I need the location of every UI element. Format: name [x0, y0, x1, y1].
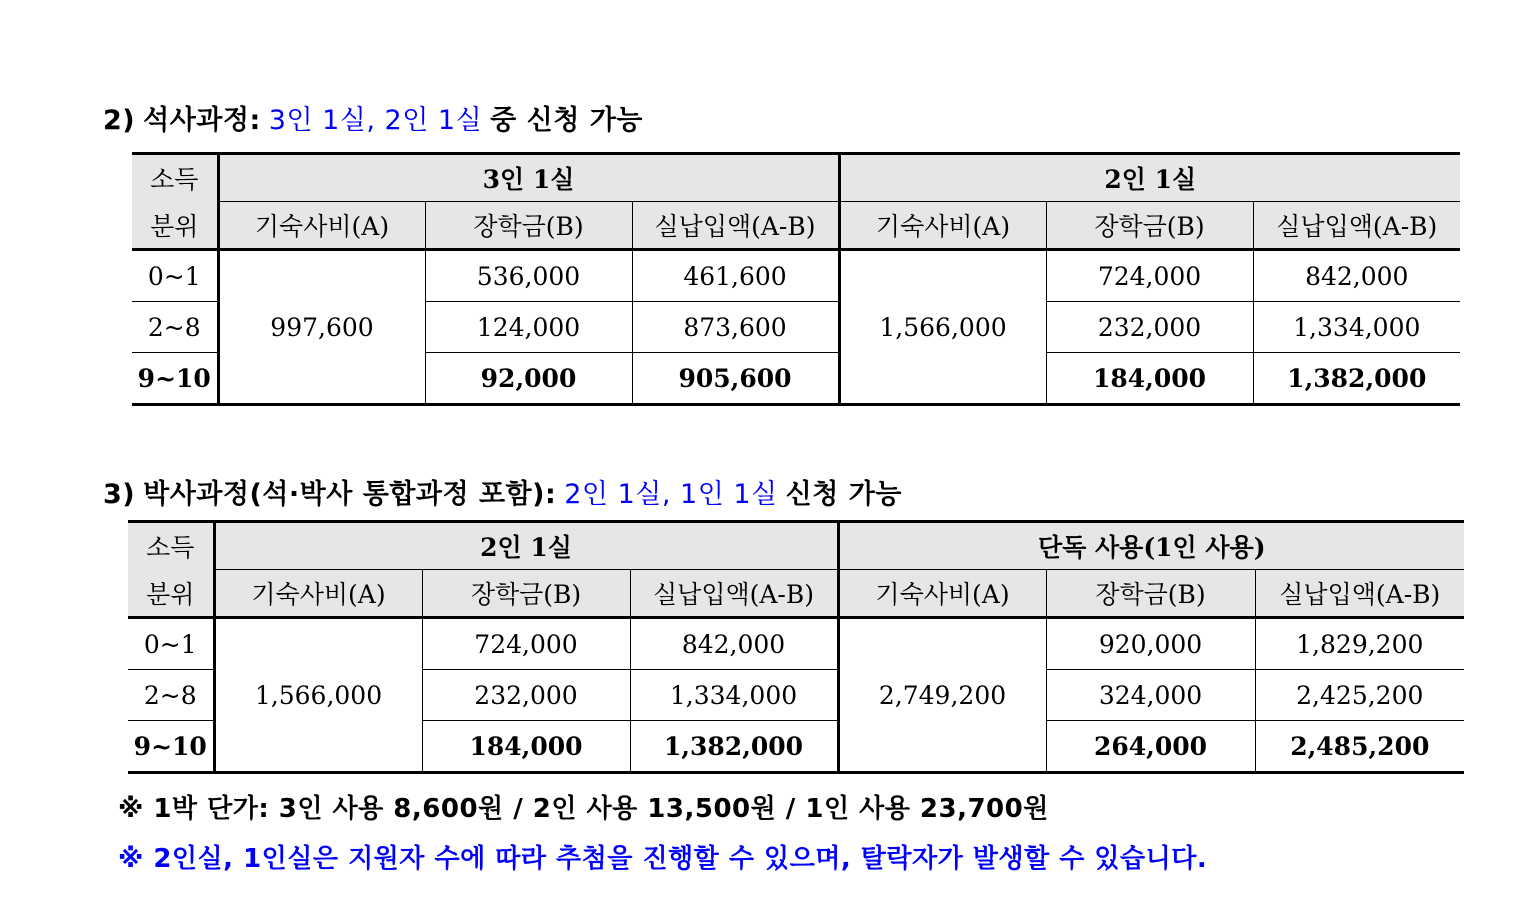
section2-title: 석사과정: — [143, 105, 261, 136]
section2-header-row-1 — [132, 154, 1460, 202]
income-label-bottom: 분위 — [132, 202, 218, 250]
scholarship-cell: 184,000 — [1046, 353, 1253, 405]
net-cell: 1,382,000 — [630, 721, 838, 773]
section3-suffix: 신청 가능 — [785, 479, 902, 510]
net-cell: 461,600 — [632, 250, 839, 302]
income-label-bottom: 분위 — [128, 570, 214, 618]
scholarship-cell: 920,000 — [1046, 618, 1255, 670]
scholarship-cell: 124,000 — [425, 302, 632, 353]
bracket-cell: 9~10 — [128, 721, 214, 773]
section3-table — [128, 520, 1464, 774]
col-fee-header: 기숙사비(A) — [214, 570, 422, 618]
col-net-header: 실납입액(A-B) — [630, 570, 838, 618]
scholarship-cell: 324,000 — [1046, 670, 1255, 721]
col-fee-header: 기숙사비(A) — [839, 202, 1046, 250]
section2-header-row-2 — [132, 202, 1460, 250]
section2-group-a-header: 3인 1실 — [218, 154, 839, 202]
income-label-top: 소득 — [132, 154, 218, 202]
price-note: ※ 1박 단가: 3인 사용 8,600원 / 2인 사용 13,500원 / 1인 사용 23,700원 — [118, 794, 1049, 824]
section2-options: 3인 1실, 2인 1실 — [268, 105, 483, 136]
scholarship-cell: 92,000 — [425, 353, 632, 405]
section2-suffix: 중 신청 가능 — [490, 105, 643, 136]
net-cell: 2,485,200 — [1255, 721, 1464, 773]
fee-cell: 997,600 — [218, 250, 425, 405]
col-scholarship-header: 장학금(B) — [1046, 202, 1253, 250]
section2-heading — [103, 98, 643, 137]
col-fee-header: 기숙사비(A) — [838, 570, 1046, 618]
section3-number: 3) — [103, 479, 136, 510]
bracket-cell: 9~10 — [132, 353, 218, 405]
col-net-header: 실납입액(A-B) — [632, 202, 839, 250]
section3-title: 박사과정(석·박사 통합과정 포함): — [143, 479, 557, 510]
scholarship-cell: 536,000 — [425, 250, 632, 302]
table-row — [128, 618, 1464, 670]
scholarship-cell: 724,000 — [422, 618, 630, 670]
net-cell: 1,334,000 — [630, 670, 838, 721]
section2-number: 2) — [103, 105, 136, 136]
bracket-cell: 2~8 — [132, 302, 218, 353]
net-cell: 1,334,000 — [1253, 302, 1460, 353]
col-scholarship-header: 장학금(B) — [1046, 570, 1255, 618]
section3-group-a-header: 2인 1실 — [214, 522, 838, 570]
net-cell: 1,829,200 — [1255, 618, 1464, 670]
section2-table — [132, 152, 1460, 406]
col-fee-header: 기숙사비(A) — [218, 202, 425, 250]
fee-cell: 1,566,000 — [214, 618, 422, 773]
table-row — [132, 250, 1460, 302]
section3-header-row-2 — [128, 570, 1464, 618]
bracket-cell: 0~1 — [128, 618, 214, 670]
section3-options: 2인 1실, 1인 1실 — [564, 479, 778, 510]
net-cell: 842,000 — [1253, 250, 1460, 302]
scholarship-cell: 232,000 — [422, 670, 630, 721]
scholarship-cell: 264,000 — [1046, 721, 1255, 773]
col-net-header: 실납입액(A-B) — [1253, 202, 1460, 250]
scholarship-cell: 184,000 — [422, 721, 630, 773]
income-label-top: 소득 — [128, 522, 214, 570]
section3-heading — [103, 472, 902, 511]
section2-group-b-header: 2인 1실 — [839, 154, 1460, 202]
net-cell: 1,382,000 — [1253, 353, 1460, 405]
section3-header-row-1 — [128, 522, 1464, 570]
col-net-header: 실납입액(A-B) — [1255, 570, 1464, 618]
scholarship-cell: 232,000 — [1046, 302, 1253, 353]
col-scholarship-header: 장학금(B) — [425, 202, 632, 250]
section3-group-b-header: 단독 사용(1인 사용) — [838, 522, 1464, 570]
net-cell: 2,425,200 — [1255, 670, 1464, 721]
fee-cell: 2,749,200 — [838, 618, 1046, 773]
fee-cell: 1,566,000 — [839, 250, 1046, 405]
col-scholarship-header: 장학금(B) — [422, 570, 630, 618]
bracket-cell: 0~1 — [132, 250, 218, 302]
net-cell: 842,000 — [630, 618, 838, 670]
net-cell: 873,600 — [632, 302, 839, 353]
lottery-note: ※ 2인실, 1인실은 지원자 수에 따라 추첨을 진행할 수 있으며, 탈락자가 발생할 수 있습니다. — [118, 844, 1208, 874]
bracket-cell: 2~8 — [128, 670, 214, 721]
net-cell: 905,600 — [632, 353, 839, 405]
scholarship-cell: 724,000 — [1046, 250, 1253, 302]
